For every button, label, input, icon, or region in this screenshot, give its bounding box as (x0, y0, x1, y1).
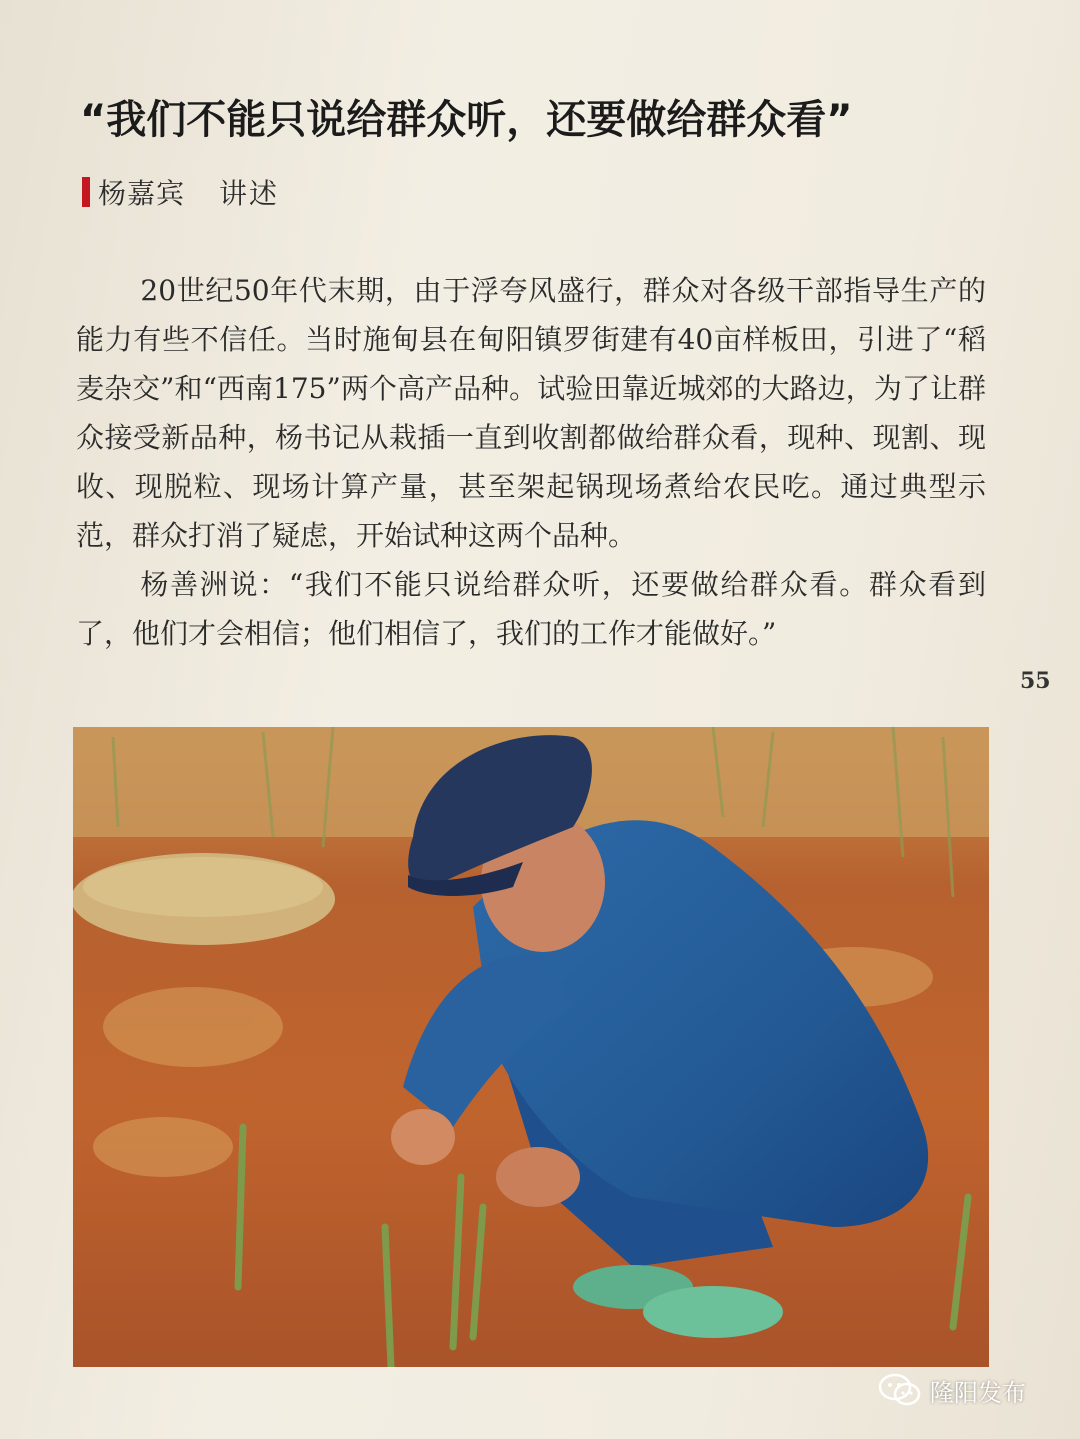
byline-role: 讲述 (219, 177, 280, 210)
watermark (878, 1370, 1026, 1410)
paragraph: 20世纪50年代末期，由于浮夸风盛行，群众对各级干部指导生产的能力有些不信任。当时施甸县在甸阳镇罗街建有40亩样板田，引进了“稻麦杂交”和“西南175”两个高产品种。试验田靠近城郊的大路边，为了让群众接受新品种，杨书记从栽插一直到收割都做给群众看，现种、现割、现收、现脱粒、现场计算产量，甚至架起锅现场煮给农民吃。通过典型示范，群众打消了疑虑，开始试种这两个品种。 (76, 274, 986, 552)
wechat-icon (878, 1373, 922, 1407)
article-title: “我们不能只说给群众听，还要做给群众看” (80, 97, 853, 143)
watermark-text: 隆阳发布 (930, 1378, 1026, 1407)
byline-author: 杨嘉宾 (98, 177, 186, 210)
paragraph: 杨善洲说：“我们不能只说给群众听，还要做给群众看。群众看到了，他们才会相信；他们相信了，我们的工作才能做好。” (76, 568, 986, 650)
byline (82, 170, 279, 214)
article-body (76, 266, 986, 658)
page-number: 55 (1020, 668, 1051, 694)
byline-accent-bar (82, 177, 90, 207)
photo-man-planting (73, 727, 989, 1367)
